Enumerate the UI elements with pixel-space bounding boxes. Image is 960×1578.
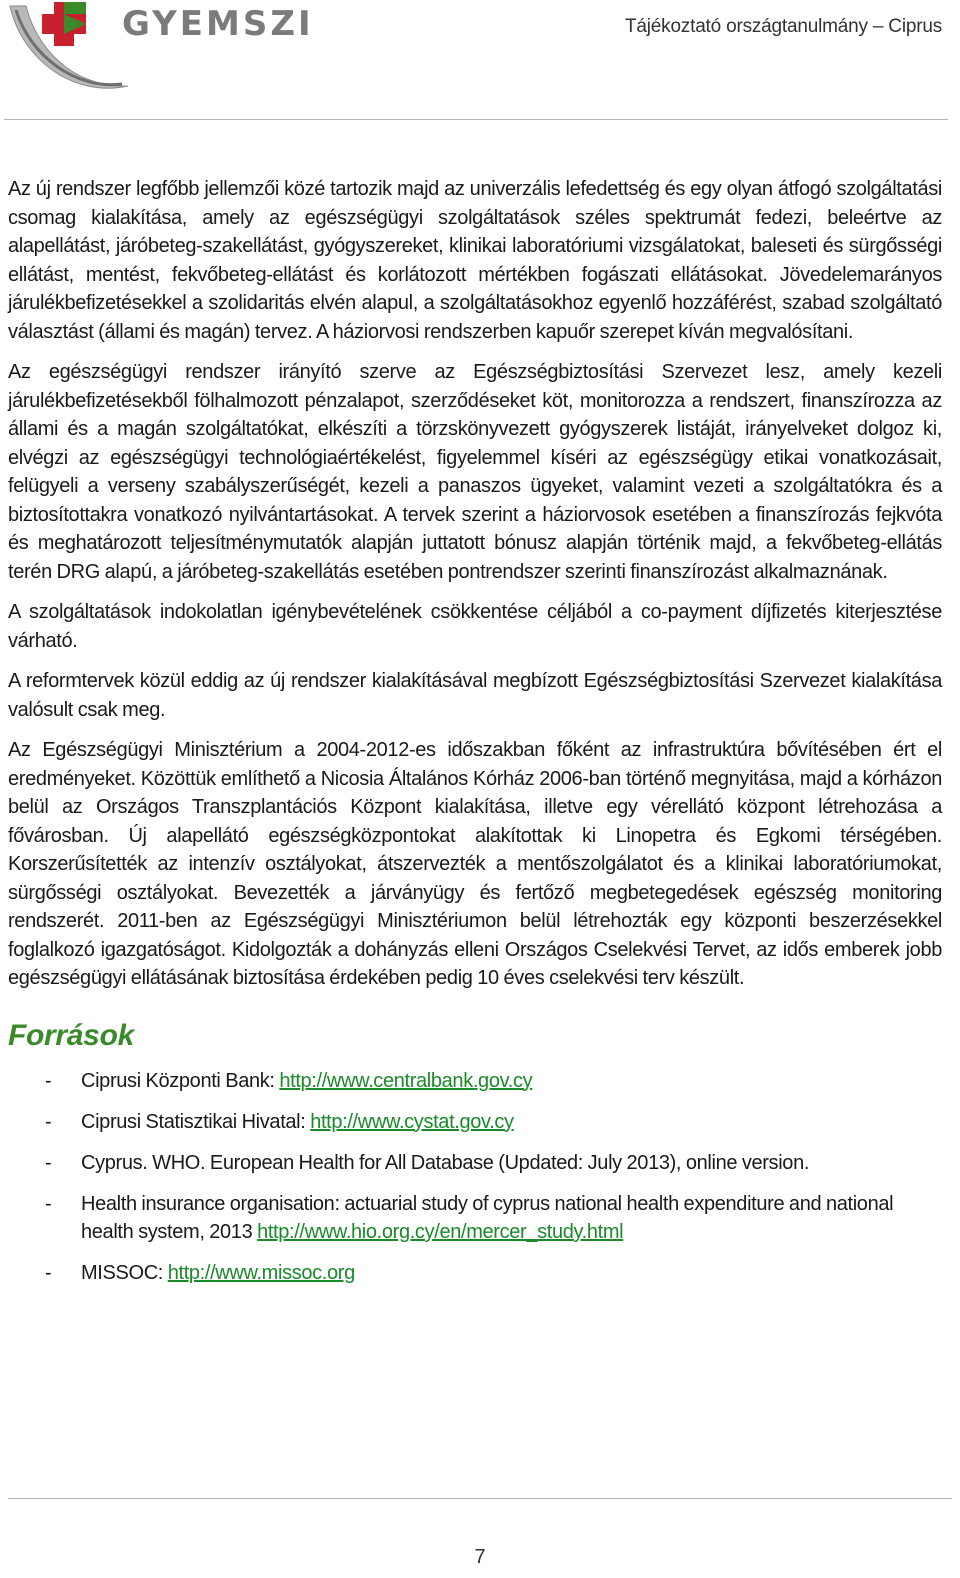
list-item — [8, 1067, 942, 1096]
document-body — [8, 175, 942, 1300]
list-bullet: - — [45, 1069, 52, 1092]
list-bullet: - — [45, 1262, 52, 1284]
list-bullet: - — [45, 1110, 52, 1133]
source-link-missoc[interactable]: http://www.missoc.org — [167, 1262, 355, 1284]
list-bullet: - — [45, 1192, 52, 1215]
source-link-hio[interactable]: http://www.hio.org.cy/en/mercer_study.html — [257, 1221, 624, 1243]
list-item — [8, 1190, 942, 1247]
source-link-centralbank[interactable]: http://www.centralbank.gov.cy — [279, 1069, 533, 1092]
header-divider — [4, 119, 948, 120]
logo-emblem-icon — [4, 0, 134, 100]
source-text: Ciprusi Statisztikai Hivatal: — [81, 1110, 311, 1133]
sources-heading: Források — [8, 1018, 134, 1052]
source-text: Cyprus. WHO. European Health for All Database (Updated: July 2013), online version. — [81, 1151, 810, 1174]
sources-list — [8, 1067, 942, 1288]
body-paragraph: A szolgáltatások indokolatlan igénybevételének csökkentése céljából a co-payment díjfizetés kiterjesztése várható. — [8, 601, 942, 652]
body-paragraph: A reformtervek közül eddig az új rendszer kialakításával megbízott Egészségbiztosítási Szervezet kialakítása valósult csak meg. — [8, 670, 942, 721]
list-bullet: - — [45, 1151, 52, 1174]
body-paragraph: Az Egészségügyi Minisztérium a 2004-2012-es időszakban főként az infrastruktúra bővítésében ért el eredményeket. Közöttük említhető a Nicosia Általános Kórház 2006-ban történő megnyitása, majd a kórházon belül az Országos Transzplantációs Központ kialakítása, illetve egy vérellátó központ létrehozása a fővárosban. Új alapellátó egészségközpontokat alakítottak ki Linopetra és Egkomi térségében. Korszerűsítették az intenzív osztályokat, átszervezték a mentőszolgálatot és a klinikai laboratóriumokat, sürgősségi osztályokat. Bevezették a járványügy és fertőző megbetegedések egészség monitoring rendszerét. 2011-ben az Egészségügyi Minisztériumon belül létrehozták egy központi beszerzésekkel foglalkozó igazgatóságot. Kidolgozták a dohányzás elleni Országos Cselekvési Tervet, az idős emberek jobb egészségügyi ellátásának biztosítása érdekében pedig 10 éves cselekvési terv készült. — [8, 739, 942, 989]
list-item — [8, 1259, 942, 1288]
page-number: 7 — [474, 1546, 486, 1568]
list-item — [8, 1149, 942, 1178]
source-text: MISSOC: — [81, 1262, 168, 1284]
page-header — [0, 0, 960, 122]
logo-text: GYEMSZI — [122, 4, 314, 44]
source-link-cystat[interactable]: http://www.cystat.gov.cy — [310, 1110, 514, 1133]
gyemszi-logo — [4, 0, 314, 100]
body-paragraph: Az új rendszer legfőbb jellemzői közé tartozik majd az univerzális lefedettség és egy olyan átfogó szolgáltatási csomag kialakítása, amely az egészségügyi szolgáltatások széles spektrumát fedezi, beleértve az alapellátást, járóbeteg-szakellátást, gyógyszereket, klinikai laboratóriumi vizsgálatokat, baleseti és sürgősségi ellátást, mentést, fekvőbeteg-ellátást és korlátozott mértékben fogászati ellátásokat. Jövedelemarányos járulékbefizetésekkel a szolidaritás elvén alapul, a szolgáltatásokhoz egyenlő hozzáférést, szabad szolgáltató választást (állami és magán) tervez. A háziorvosi rendszerben kapuőr szerepet kíván megvalósítani. — [8, 178, 942, 343]
body-paragraph: Az egészségügyi rendszer irányító szerve az Egészségbiztosítási Szervezet lesz, amely kezeli járulékbefizetésekből fölhalmozott pénzalapot, szerződéseket köt, monitorozza a rendszert, finanszírozza az állami és a magán szolgáltatókat, elkészíti a törzskönyvezett gyógyszerek listáját, irányelveket dolgoz ki, elvégzi az egészségügyi technológiaértékelést, figyelemmel kíséri az egészségügy etikai vonatkozásait, felügyeli a verseny szabályszerűségét, kezeli a panaszos ügyeket, valamint vezeti a szolgáltatókra és a biztosítottakra vonatkozó nyilvántartásokat. A tervek szerint a háziorvosok esetében a finanszírozás fejkvóta és meghatározott teljesítménymutatók alapján juttatott bónusz alapján történik majd, a fekvőbeteg-ellátás terén DRG alapú, a járóbeteg-szakellátás esetében pontrendszer szerinti finanszírozást alkalmaznának. — [8, 361, 942, 583]
source-text: Ciprusi Központi Bank: — [81, 1069, 280, 1092]
document-title: Tájékoztató országtanulmány – Ciprus — [624, 16, 942, 37]
source-text: Health insurance organisation: actuarial study of cyprus national health expenditure and national health system, 2013 — [81, 1192, 894, 1243]
list-item — [8, 1108, 942, 1137]
footer-divider — [8, 1498, 952, 1499]
